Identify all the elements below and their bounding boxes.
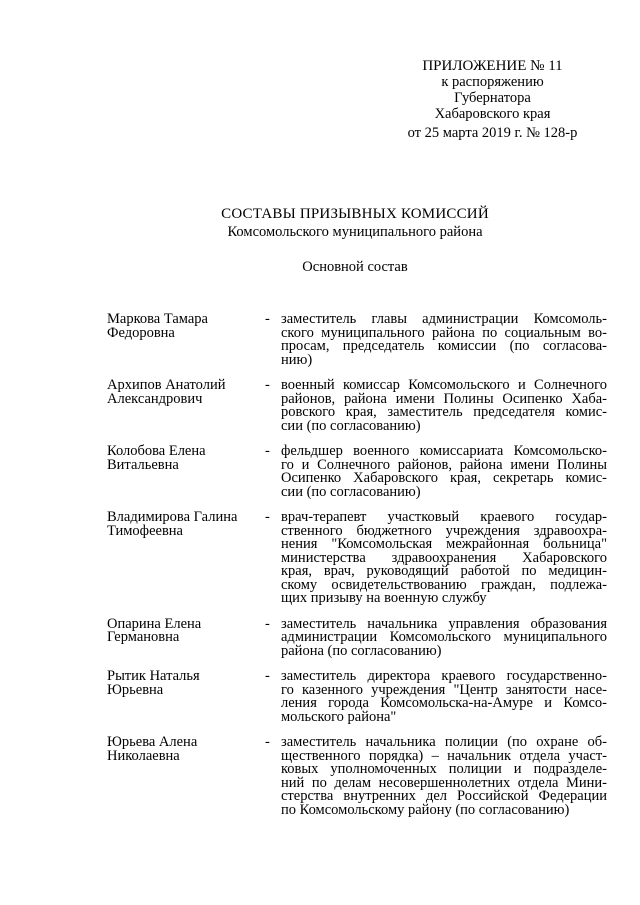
members-list	[107, 313, 607, 829]
position-line: щественного порядка) – начальник отдела участ-	[281, 747, 607, 764]
position-line: нения "Комсомольская межрайонная больница"	[281, 536, 607, 552]
member-row	[107, 379, 607, 433]
member-position	[281, 736, 607, 817]
position-line: ления города Комсомольска-на-Амуре и Комсо-	[281, 695, 607, 711]
position-line: стерства внутренних дел Российской Федерации	[281, 788, 607, 804]
position-line: ний по делам несовершеннолетних отдела Мини-	[281, 774, 607, 791]
member-name	[107, 615, 265, 659]
appendix-header	[380, 58, 605, 141]
title-sub: Комсомольского муниципального района	[227, 224, 483, 240]
position-line: го казенного учреждения "Центр занятости насе-	[281, 681, 607, 698]
order-reference: к распоряжению	[441, 74, 544, 90]
position-line: Осипенко Хабаровского края, секретарь комис-	[281, 470, 607, 486]
separator-dash: -	[265, 509, 270, 525]
member-row	[107, 736, 607, 817]
separator-dash: -	[265, 443, 270, 459]
member-position	[281, 445, 607, 499]
issuer-title: Губернатора	[454, 90, 531, 106]
member-row	[107, 670, 607, 724]
member-name-line: Николаевна	[107, 747, 180, 764]
member-name-line: Колобова Елена	[107, 443, 206, 459]
issuer-region: Хабаровского края	[434, 106, 551, 122]
member-name-line: Германовна	[107, 629, 180, 645]
section-heading: Основной состав	[302, 259, 408, 275]
member-position	[281, 379, 607, 433]
position-line: сии (по согласованию)	[281, 417, 421, 434]
separator-dash: -	[265, 377, 270, 393]
member-position	[281, 615, 607, 659]
document-title	[0, 205, 640, 241]
appendix-number: ПРИЛОЖЕНИЕ № 11	[422, 58, 563, 74]
member-name-line: Федоровна	[107, 324, 175, 341]
member-position	[281, 511, 607, 606]
separator-dash: -	[265, 734, 270, 750]
member-name	[107, 313, 265, 367]
member-name-line: Маркова Тамара	[107, 311, 208, 327]
member-position	[281, 670, 607, 724]
member-row	[107, 445, 607, 499]
position-line: района (по согласованию)	[281, 642, 442, 659]
position-line: просам, председатель комиссии (по согласова-	[281, 338, 607, 354]
position-line: го и Солнечного районов, района имени Полины	[281, 456, 607, 473]
member-name-line: Рытик Наталья	[107, 668, 200, 684]
position-line: ровского края, заместитель председателя комис-	[281, 404, 607, 420]
position-line: края, врач, руководящий работой по медицин-	[281, 563, 607, 579]
position-line: мольского района"	[281, 708, 397, 725]
member-position	[281, 313, 607, 367]
member-name-line: Александрович	[107, 390, 203, 407]
member-name-line: Юрьевна	[107, 681, 164, 698]
member-name	[107, 511, 265, 606]
position-line: скому освидетельствованию граждан, подлежа-	[281, 576, 607, 593]
member-name-line: Витальевна	[107, 456, 179, 473]
member-name-line: Архипов Анатолий	[107, 377, 226, 393]
position-line: заместитель директора краевого государственно-	[281, 668, 607, 684]
position-line: ственного бюджетного учреждения здравоохра-	[281, 522, 607, 539]
position-line: администрации Комсомольского муниципального	[281, 629, 607, 645]
position-line: нию)	[281, 351, 313, 368]
position-line: ского муниципального района по социальным во-	[281, 324, 607, 341]
member-row	[107, 511, 607, 606]
order-date: от 25 марта 2019 г. № 128-р	[407, 125, 578, 141]
position-line: министерства здравоохранения Хабаровского	[281, 549, 607, 566]
member-name-line: Юрьева Алена	[107, 734, 198, 750]
separator-dash: -	[265, 668, 270, 684]
member-name	[107, 445, 265, 499]
position-line: по Комсомольскому району (по согласованию)	[281, 801, 570, 818]
position-line: заместитель начальника управления образования	[281, 615, 607, 632]
position-line: ковых уполномоченных полиции и подразделе-	[281, 761, 607, 777]
position-line: щих призыву на военную службу	[281, 590, 487, 606]
separator-dash: -	[265, 615, 270, 632]
position-line: врач-терапевт участковый краевого государ-	[281, 509, 607, 525]
member-name	[107, 670, 265, 724]
separator-dash: -	[265, 311, 270, 327]
position-line: фельдшер военного комиссариата Комсомольско-	[281, 443, 607, 459]
member-name	[107, 736, 265, 817]
position-line: заместитель главы администрации Комсомоль-	[281, 311, 607, 327]
member-row	[107, 615, 607, 659]
member-name-line: Тимофеевна	[107, 522, 183, 539]
position-line: районов, района имени Полины Осипенко Хаба-	[281, 390, 607, 407]
member-row	[107, 313, 607, 367]
member-name-line: Опарина Елена	[107, 615, 202, 632]
title-main: СОСТАВЫ ПРИЗЫВНЫХ КОМИССИЙ	[221, 206, 489, 222]
position-line: военный комиссар Комсомольского и Солнечного	[281, 377, 607, 393]
position-line: заместитель начальника полиции (по охране об-	[281, 734, 607, 750]
position-line: сии (по согласованию)	[281, 483, 421, 500]
member-name	[107, 379, 265, 433]
member-name-line: Владимирова Галина	[107, 509, 238, 525]
